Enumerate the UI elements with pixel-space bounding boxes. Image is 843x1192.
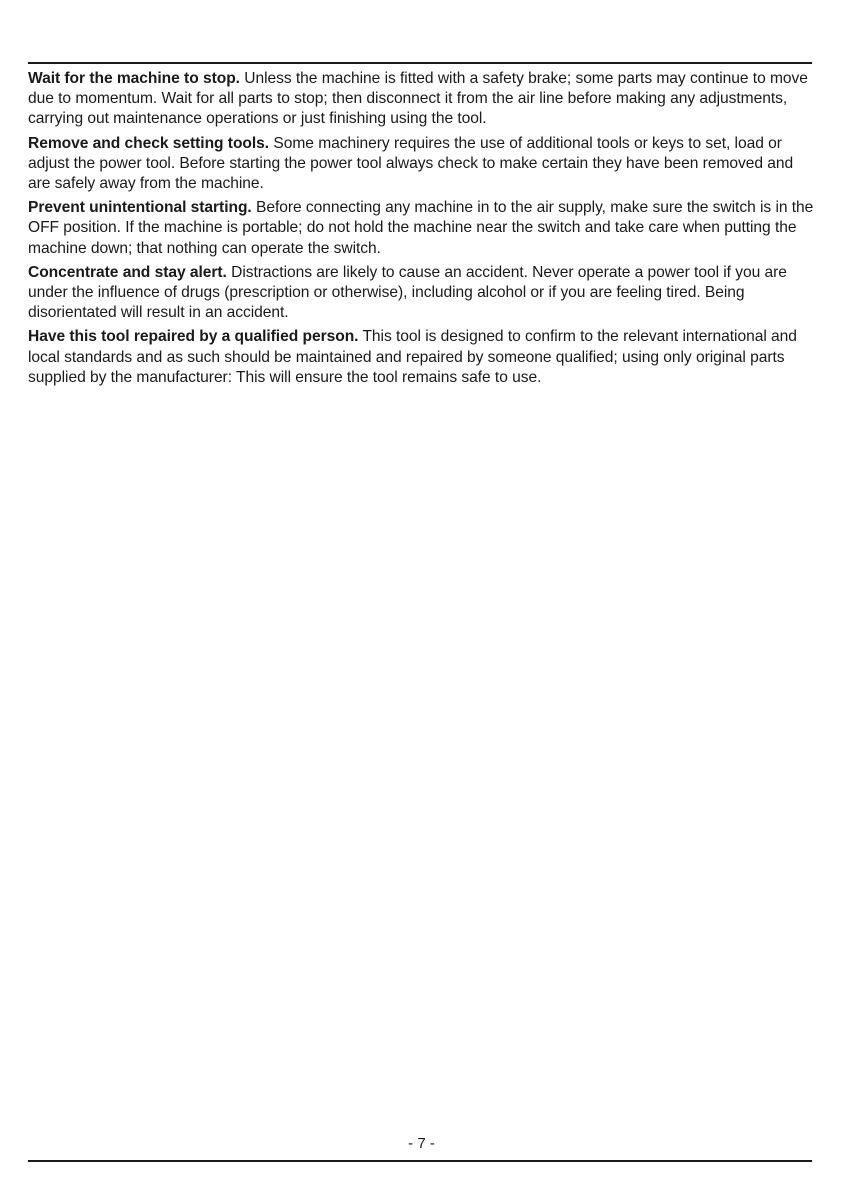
paragraph-body: This tool is designed to confirm to the relevant international and local standards and as such should be maintained and repaired by someone qualified; using only original parts supplied by the manufacturer: This will ensure the tool remains safe to use. [28, 328, 797, 386]
paragraph-body: Distractions are likely to cause an accident. Never operate a power tool if you are under the influence of drugs (prescription or otherwise), including alcohol or if you are feeling tired. Being disorientated will result in an accident. [28, 263, 787, 322]
paragraph-heading: Prevent unintentional starting. [28, 199, 252, 217]
paragraph-wait-for-stop [28, 69, 818, 130]
paragraph-prevent-starting [28, 198, 818, 259]
paragraph-body: Some machinery requires the use of additional tools or keys to set, load or adjust the power tool. Before starting the power tool always check to make certain they have been removed and are safely away from the machine. [28, 134, 794, 193]
paragraph-stay-alert [28, 263, 818, 324]
page-number: - 7 - [408, 1135, 435, 1152]
top-divider [28, 62, 812, 64]
paragraph-heading: Wait for the machine to stop. [28, 70, 240, 87]
paragraph-qualified-repair [28, 327, 818, 388]
paragraph-body: Unless the machine is fitted with a safety brake; some parts may continue to move due to momentum. Wait for all parts to stop; then disconnect it from the air line before making any adjustments, carrying out maintenance operations or just finishing using the tool. [28, 70, 808, 128]
paragraph-heading: Concentrate and stay alert. [28, 263, 227, 281]
safety-instructions [28, 69, 818, 392]
paragraph-body: Before connecting any machine in to the air supply, make sure the switch is in the OFF position. If the machine is portable; do not hold the machine near the switch and take care when putting the machine down; that nothing can operate the switch. [28, 199, 814, 257]
paragraph-heading: Remove and check setting tools. [28, 134, 270, 152]
paragraph-heading: Have this tool repaired by a qualified person. [28, 328, 359, 346]
bottom-divider [28, 1160, 812, 1162]
paragraph-remove-setting-tools [28, 134, 818, 195]
